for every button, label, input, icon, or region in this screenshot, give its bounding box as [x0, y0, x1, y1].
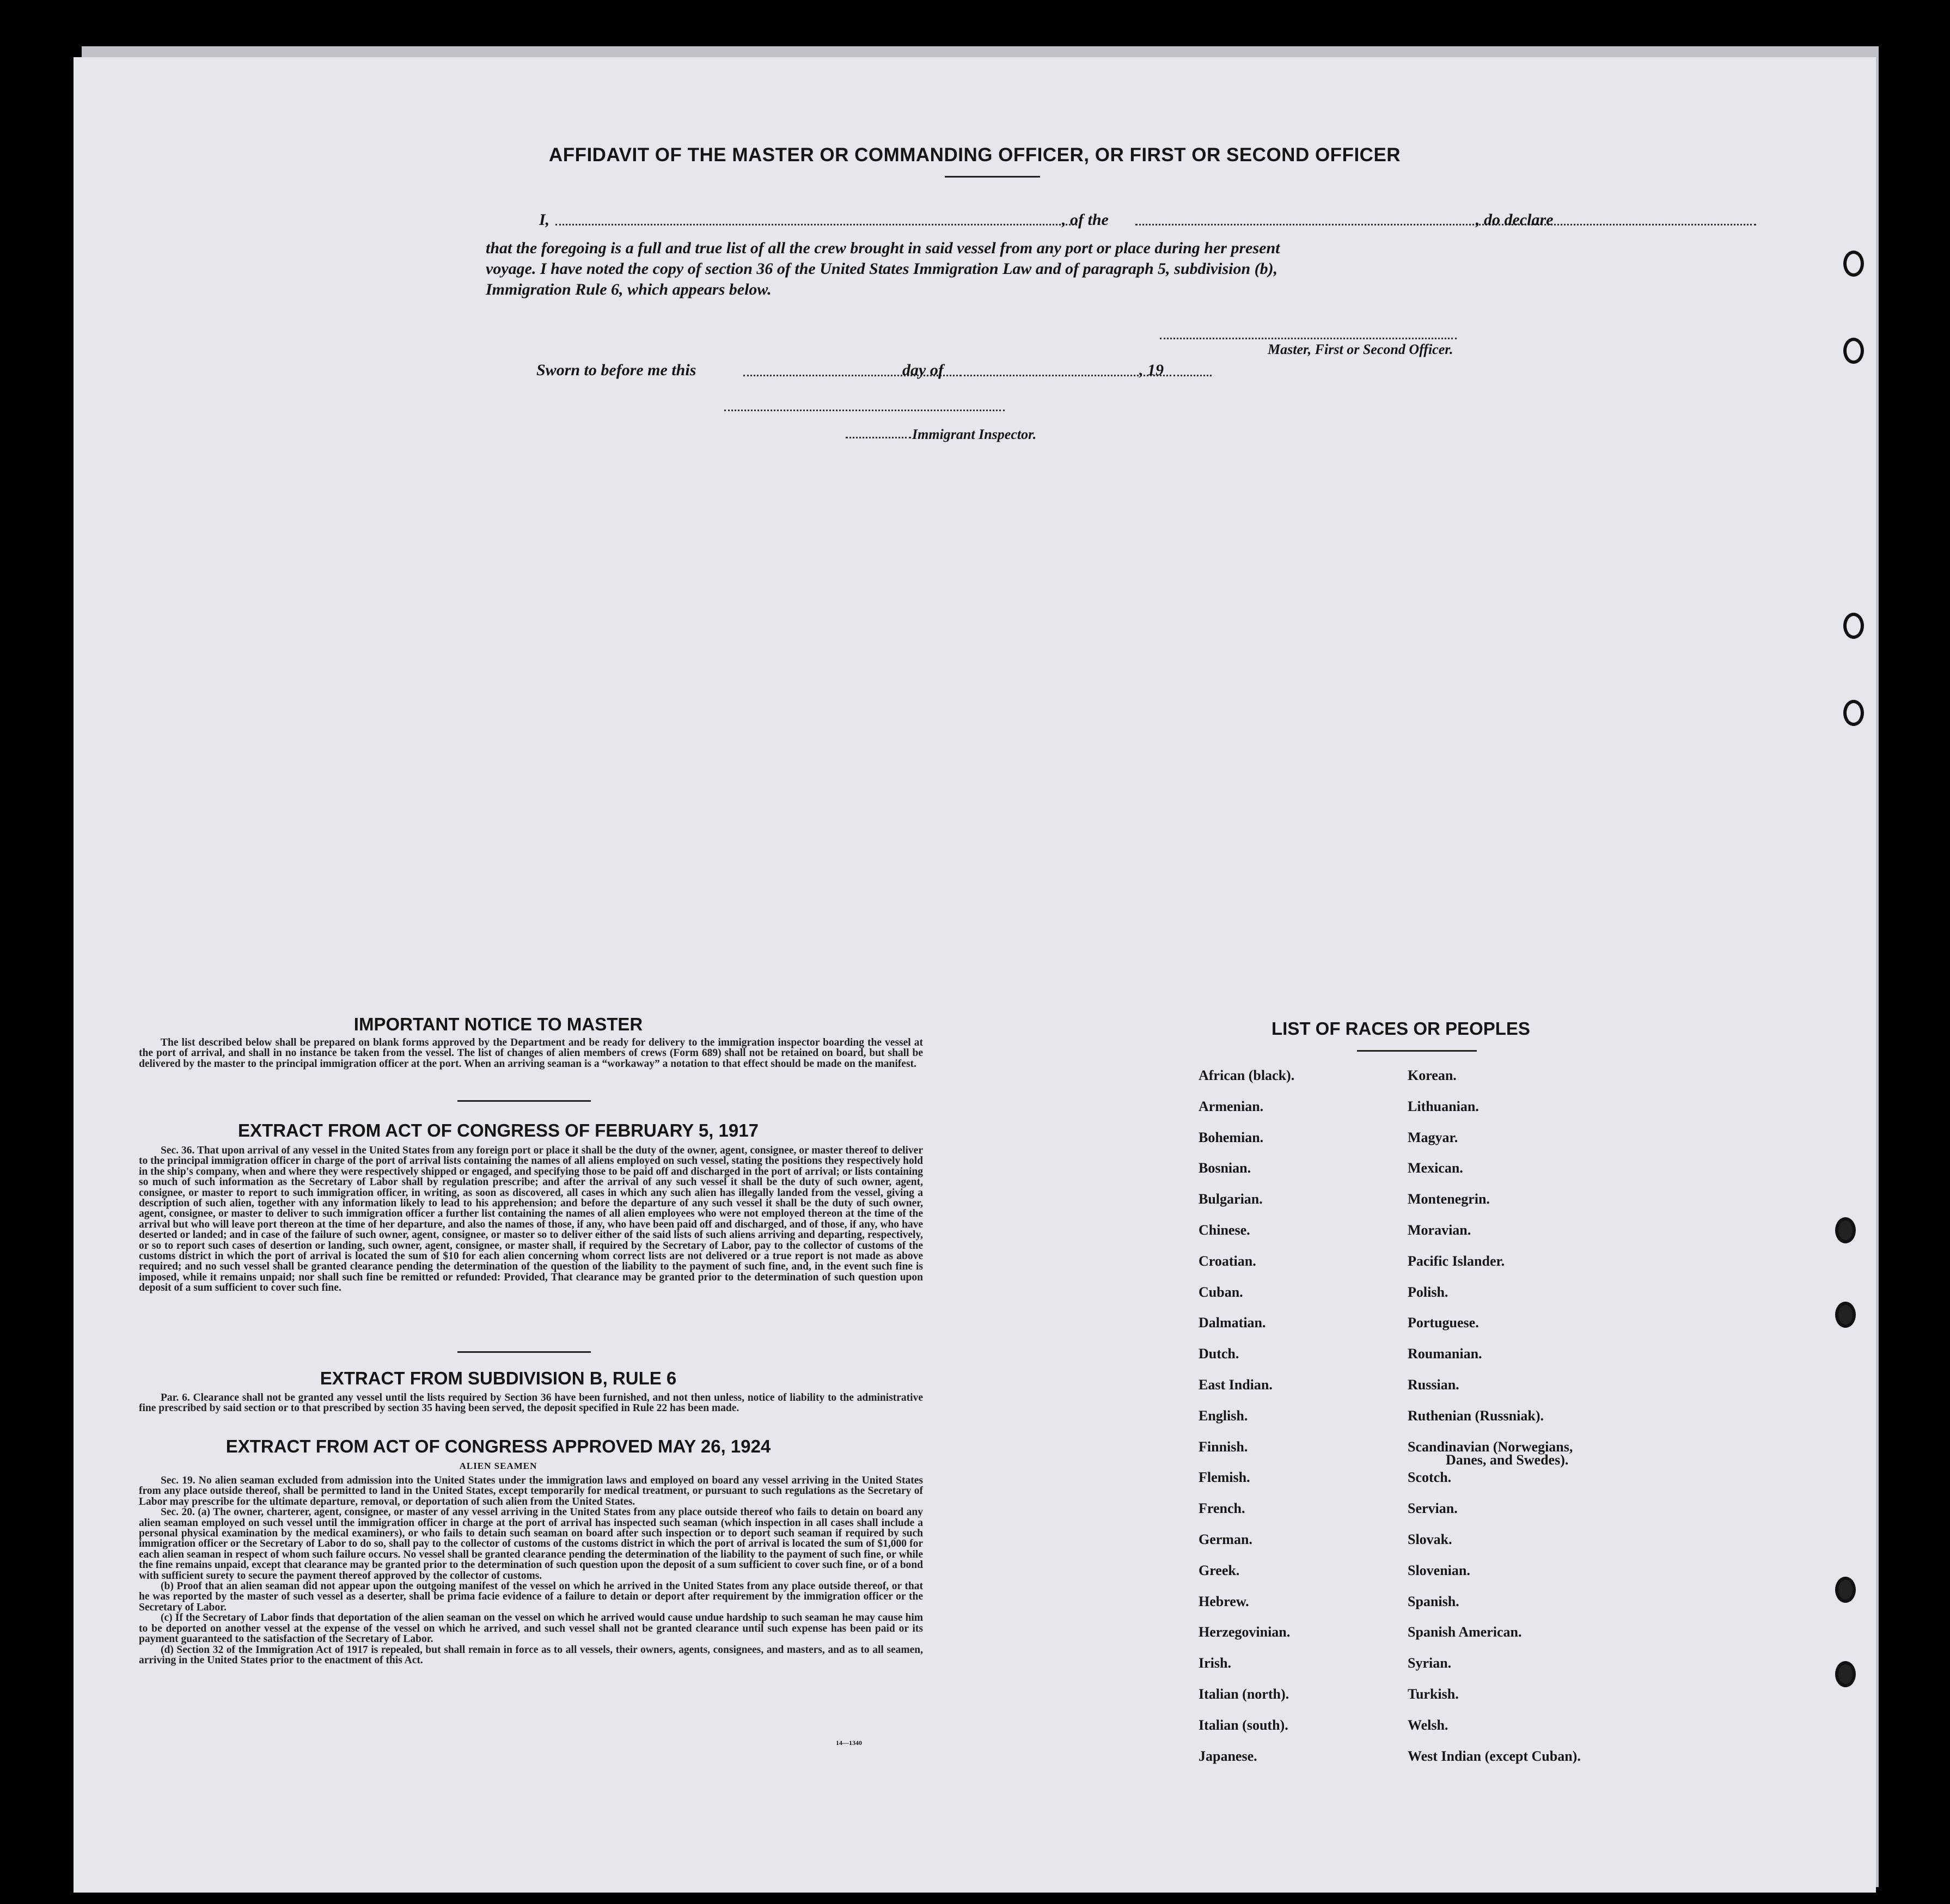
race-item: Welsh.	[1408, 1717, 1448, 1733]
races-title: LIST OF RACES OR PEOPLES	[1272, 1018, 1530, 1039]
race-item: Greek.	[1199, 1562, 1240, 1578]
race-item: Servian.	[1408, 1500, 1458, 1517]
affidavit-line3: Immigration Rule 6, which appears below.	[486, 280, 772, 298]
extract-rule6-title: EXTRACT FROM SUBDIVISION B, RULE 6	[320, 1368, 677, 1388]
extract-1924-para: (c) If the Secretary of Labor finds that deportation of the alien seaman on the vessel on which he arrived would cause undue hardship to such seaman he may cause him to be deported on another vessel at the expense of the vessel on which he arrived, and such vessel shall not be granted clearance until such expense has been paid or its payment guaranteed to the satisfaction of the Secretary of Labor.	[139, 1612, 923, 1645]
race-item: Ruthenian (Russniak).	[1408, 1407, 1544, 1424]
notice-title: IMPORTANT NOTICE TO MASTER	[353, 1014, 643, 1034]
race-item: Slovenian.	[1408, 1562, 1470, 1578]
race-item: Croatian.	[1199, 1253, 1256, 1269]
extract-1924-para: Sec. 19. No alien seaman excluded from admission into the United States under the immigration laws and employed on board any vessel arriving in the United States from any place outside thereof, shall be permitted to land in the United States, except temporarily for medical treatment, or pursuant to such regulations as the Secretary of Labor may prescribe for the ultimate departure, removal, or deportation of such alien from the United States.	[139, 1475, 923, 1508]
inspector-signature-line[interactable]	[724, 410, 1005, 411]
race-item-continuation: Danes, and Swedes).	[1446, 1451, 1569, 1468]
notice-rule	[457, 1100, 591, 1102]
race-item: Polish.	[1408, 1284, 1448, 1300]
binder-hole	[1843, 251, 1864, 277]
extract-1917-body	[139, 1145, 923, 1293]
race-item: East Indian.	[1199, 1376, 1273, 1393]
race-item: Spanish American.	[1408, 1624, 1522, 1640]
race-item: Italian (south).	[1199, 1717, 1288, 1733]
race-item: Cuban.	[1199, 1284, 1243, 1300]
races-rule	[1357, 1050, 1477, 1052]
extract-1924-para: Sec. 20. (a) The owner, charterer, agent, consignee, or master of any vessel arriving in the United States from any place outside thereof who fails to detain on board any alien seaman employed on such vessel until the immigration officer in charge at the port of arrival has inspected such seaman (which inspection in all cases shall include a personal physical examination by the medical examiners), or who fails to detain such seaman on board after such inspection or to deport such seaman if required by such immigration officer or the Secretary of Labor to do so, shall pay to the collector of customs of the customs district in which the port of arrival is located the sum of $1,000 for each alien seaman in respect of whom such failure occurs. No vessel shall be granted clearance pending the determination of the liability to the payment of such fine, or while the fine remains unpaid, except that clearance may be granted prior to the determination of such question upon the deposit of a sum sufficient to cover such fine, or of a bond with sufficient surety to secure the payment thereof approved by the collector of customs.	[139, 1506, 923, 1582]
race-item: Finnish.	[1199, 1438, 1248, 1455]
race-item: French.	[1199, 1500, 1245, 1517]
extract-1924-body	[139, 1475, 923, 1665]
race-item: Portuguese.	[1408, 1315, 1479, 1331]
notice-body	[139, 1038, 923, 1069]
race-item: Bulgarian.	[1199, 1191, 1263, 1207]
notice-text: The list described below shall be prepared on blank forms approved by the Department and be ready for delivery to the immigration inspector boarding the vessel at the port of arrival, and shall in no instance be taken from the vessel. The list of changes of alien members of crews (Form 689) shall not be retained on board, but shall be delivered by the master to the principal immigration officer at the port. When an arriving seaman is a “workaway” a notation to that effect should be made on the manifest.	[139, 1037, 923, 1070]
binder-hole	[1835, 1217, 1856, 1243]
extract-1924-title: EXTRACT FROM ACT OF CONGRESS APPROVED MAY 26, 1924	[225, 1436, 771, 1456]
master-signature-label: Master, First or Second Officer.	[1268, 341, 1453, 357]
inspector-label: Immigrant Inspector.	[912, 426, 1037, 442]
race-item: Lithuanian.	[1408, 1098, 1479, 1114]
race-item: Montenegrin.	[1408, 1191, 1490, 1207]
year-label: , 19	[1139, 361, 1164, 379]
race-item: Roumanian.	[1408, 1346, 1482, 1362]
race-item: Scandinavian (Norwegians,	[1408, 1438, 1573, 1455]
race-item: Moravian.	[1408, 1222, 1471, 1238]
affidavit-line1: that the foregoing is a full and true list of all the crew brought in said vessel from any port or place during her present	[486, 239, 1280, 257]
race-item: German.	[1199, 1531, 1252, 1547]
name-blank[interactable]	[555, 224, 1081, 225]
binder-hole	[1835, 1661, 1856, 1687]
race-item: Flemish.	[1199, 1469, 1250, 1486]
affidavit-line2: voyage. I have noted the copy of section 36 of the United States Immigration Law and of paragraph 5, subdivision (b),	[486, 260, 1278, 278]
extract-1924-para: (d) Section 32 of the Immigration Act of 1917 is repealed, but shall remain in force as to all vessels, their owners, agents, consignees, and masters, and as to all seamen, arriving in the United States prior to the enactment of this Act.	[139, 1644, 923, 1666]
affidavit-do-declare: , do declare	[1476, 211, 1554, 229]
race-item: Scotch.	[1408, 1469, 1452, 1486]
race-item: Magyar.	[1408, 1129, 1458, 1145]
affidavit-of-the: , of the	[1062, 211, 1109, 229]
race-item: Dalmatian.	[1199, 1315, 1266, 1331]
affidavit-title: AFFIDAVIT OF THE MASTER OR COMMANDING OFFICER, OR FIRST OR SECOND OFFICER	[548, 144, 1401, 166]
race-item: Dutch.	[1199, 1346, 1239, 1362]
sworn-label: Sworn to before me this	[536, 361, 696, 379]
race-item: Japanese.	[1199, 1748, 1257, 1764]
master-signature-line[interactable]	[1160, 338, 1457, 339]
race-item: African (black).	[1199, 1067, 1295, 1083]
race-item: Pacific Islander.	[1408, 1253, 1505, 1269]
races-column-2	[1408, 1069, 1581, 1780]
race-item: West Indian (except Cuban).	[1408, 1748, 1581, 1764]
race-item: Armenian.	[1199, 1098, 1264, 1114]
form-page	[74, 57, 1876, 1893]
extract-1917-text: Sec. 36. That upon arrival of any vessel in the United States from any foreign port or place it shall be the duty of the owner, agent, consignee, or master thereof to deliver to the principal immigration officer in charge of the port of arrival lists containing the names of all aliens employed on such vessel, stating the positions they respectively hold in the ship's company, when and where they were respectively shipped or engaged, and specifying those to be paid off and discharged in the port of arrival; or lists containing so much of such information as the Secretary of Labor shall by regulation prescribe; and after the arrival of any such vessel it shall be the duty of such owner, agent, consignee, or master to report to such immigration officer, in writing, as soon as discovered, all cases in which any such alien has illegally landed from the vessel, giving a description of such alien, together with any information likely to lead to his apprehension; and before the departure of any such vessel it shall be the duty of such owner, agent, consignee, or master to deliver to such immigration officer a further list containing the names of all alien employees who were not employed thereon at the time of the arrival but who will leave port thereon at the time of her departure, and also the names of those, if any, who have been paid off and discharged, and of those, if any, who have deserted or landed; and in case of the failure of such owner, agent, consignee, or master so to deliver either of the said lists of such aliens arriving and departing, respectively, or so to report such cases of desertion or landing, such owner, agent, consignee, or master shall, if required by the Secretary of Labor, pay to the collector of customs of the customs district in which the port of arrival is located the sum of $10 for each alien concerning whom correct lists are not delivered or a true report is not made as above required; and no such vessel shall be granted clearance pending the determination of the question of the liability to the payment of such fine, and, in the event such fine is imposed, while it remains unpaid; nor shall such fine be remitted or refunded: Provided, That clearance may be granted prior to the determination of such question upon deposit of a sum sufficient to cover such fine.	[139, 1145, 923, 1294]
binder-hole	[1835, 1302, 1856, 1328]
vessel-blank[interactable]	[1135, 224, 1756, 225]
extract-1917-rule	[457, 1351, 591, 1353]
race-item: Bohemian.	[1199, 1129, 1264, 1145]
inspector-signature-line-2	[846, 437, 911, 438]
title-rule	[945, 176, 1040, 178]
binder-hole	[1843, 338, 1864, 364]
form-number: 14—1340	[836, 1739, 862, 1747]
race-item: English.	[1199, 1407, 1248, 1424]
race-item-scandinavian	[1408, 1440, 1581, 1471]
race-item: Irish.	[1199, 1655, 1231, 1671]
races-column-1	[1199, 1069, 1294, 1780]
affidavit-i: I,	[539, 211, 550, 229]
alien-seamen-subtitle: ALIEN SEAMEN	[459, 1461, 537, 1471]
race-item: Chinese.	[1199, 1222, 1250, 1238]
year-blank[interactable]	[1173, 375, 1212, 376]
race-item: Hebrew.	[1199, 1593, 1249, 1609]
day-of-label: day of	[902, 361, 944, 379]
binder-hole	[1835, 1577, 1856, 1603]
binder-hole	[1843, 613, 1864, 639]
race-item: Herzegovinian.	[1199, 1624, 1291, 1640]
extract-1924-para: (b) Proof that an alien seaman did not appear upon the outgoing manifest of the vessel on which he arrived in the United States from any place outside thereof, or that he was reported by the master of such vessel as a deserter, shall be prima facie evidence of a failure to detain or deport after requirement by the immigration officer or the Secretary of Labor.	[139, 1580, 923, 1613]
race-item: Turkish.	[1408, 1686, 1459, 1702]
race-item: Italian (north).	[1199, 1686, 1289, 1702]
extract-rule6-body	[139, 1393, 923, 1414]
race-item: Korean.	[1408, 1067, 1457, 1083]
race-item: Russian.	[1408, 1376, 1459, 1393]
race-item: Bosnian.	[1199, 1160, 1251, 1176]
extract-rule6-text: Par. 6. Clearance shall not be granted any vessel until the lists required by Section 36 have been furnished, and not then unless, notice of liability to the administrative fine prescribed by said section or to that prescribed by section 35 having been served, the deposit specified in Rule 22 has been made.	[139, 1392, 923, 1414]
race-item: Syrian.	[1408, 1655, 1452, 1671]
extract-1917-title: EXTRACT FROM ACT OF CONGRESS OF FEBRUARY 5, 1917	[238, 1120, 759, 1140]
race-item: Mexican.	[1408, 1160, 1463, 1176]
race-item: Slovak.	[1408, 1531, 1452, 1547]
race-item: Spanish.	[1408, 1593, 1459, 1609]
binder-hole	[1843, 700, 1864, 726]
